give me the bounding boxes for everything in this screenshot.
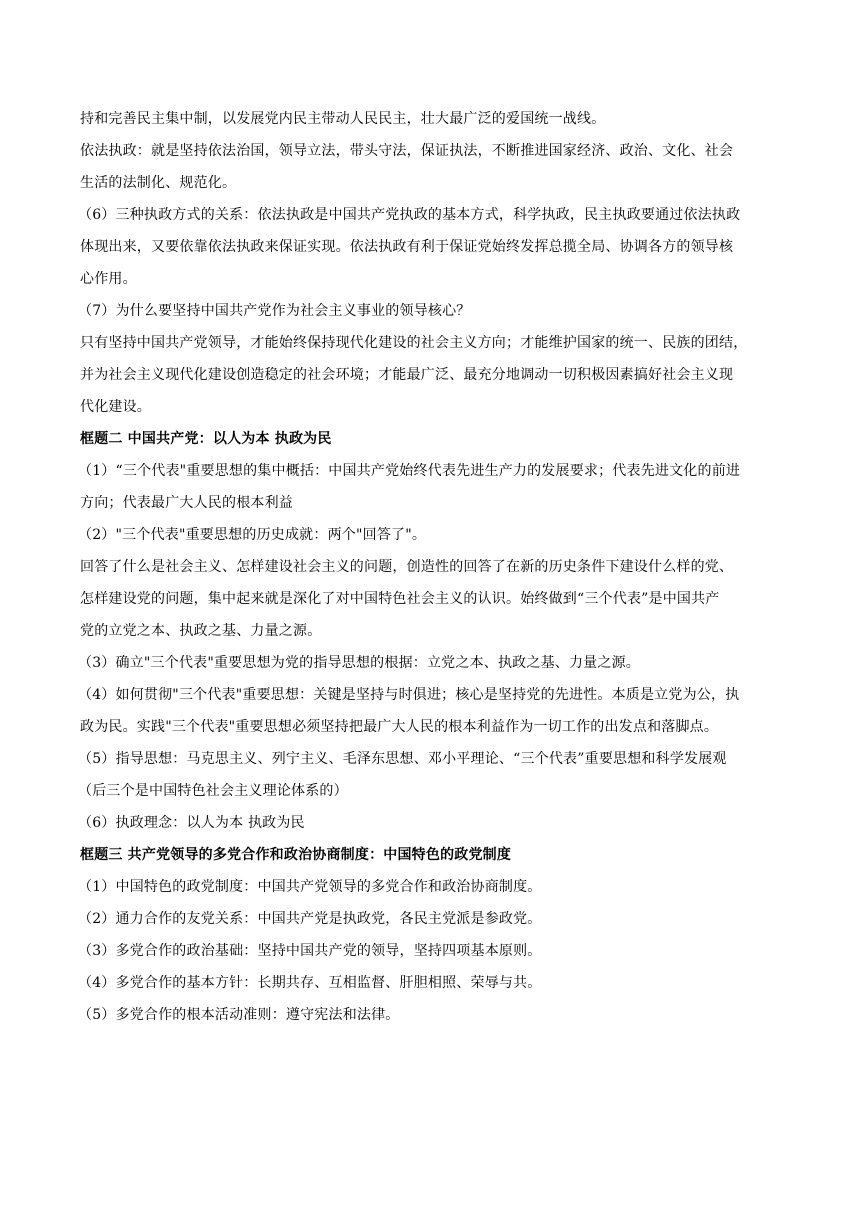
paragraph-line: 依法执政：就是坚持依法治国，领导立法，带头守法，保证执法，不断推进国家经济、政治、文化、社会 bbox=[80, 143, 734, 159]
paragraph-line: （5）多党合作的根本活动准则：遵守宪法和法律。 bbox=[78, 1007, 400, 1023]
paragraph-line: 并为社会主义现代化建设创造稳定的社会环境；才能最广泛、最充分地调动一切积极因素搞好社会主义现 bbox=[80, 367, 734, 383]
paragraph-line: 生活的法制化、规范化。 bbox=[80, 175, 237, 191]
paragraph-line: 方向；代表最广大人民的根本利益 bbox=[80, 495, 293, 511]
paragraph-line: 回答了什么是社会主义、怎样建设社会主义的问题，创造性的回答了在新的历史条件下建设什么样的党、 bbox=[80, 559, 734, 575]
paragraph-line: （2）通力合作的友党关系：中国共产党是执政党，各民主党派是参政党。 bbox=[78, 911, 542, 927]
paragraph-line: 只有坚持中国共产党领导，才能始终保持现代化建设的社会主义方向；才能维护国家的统一、民族的团结， bbox=[80, 335, 748, 351]
section-heading: 框题三 共产党领导的多党合作和政治协商制度：中国特色的政党制度 bbox=[80, 847, 512, 863]
paragraph-line: （1）“三个代表"重要思想的集中概括：中国共产党始终代表先进生产力的发展要求；代表先进文化的前进 bbox=[78, 463, 741, 479]
paragraph-line: （1）中国特色的政党制度：中国共产党领导的多党合作和政治协商制度。 bbox=[78, 879, 542, 895]
paragraph-line: 持和完善民主集中制，以发展党内民主带动人民民主，壮大最广泛的爱国统一战线。 bbox=[80, 111, 606, 127]
paragraph-line: 体现出来，又要依靠依法执政来保证实现。依法执政有利于保证党始终发挥总揽全局、协调各方的领导核 bbox=[80, 239, 734, 255]
paragraph-line: 代化建设。 bbox=[80, 399, 151, 415]
paragraph-line: 怎样建设党的问题，集中起来就是深化了对中国特色社会主义的认识。始终做到“三个代表”是中国共产 bbox=[80, 591, 720, 607]
paragraph-line: （后三个是中国特色社会主义理论体系的） bbox=[78, 783, 348, 799]
paragraph-line: （4）多党合作的基本方针：长期共存、互相监督、肝胆相照、荣辱与共。 bbox=[78, 975, 542, 991]
paragraph-line: （3）多党合作的政治基础：坚持中国共产党的领导，坚持四项基本原则。 bbox=[78, 943, 542, 959]
paragraph-line: 心作用。 bbox=[80, 271, 137, 287]
paragraph-line: （4）如何贯彻"三个代表"重要思想：关键是坚持与时俱进；核心是坚持党的先进性。本质是立党为公，执 bbox=[78, 687, 740, 703]
paragraph-line: 政为民。实践"三个代表"重要思想必须坚持把最广大人民的根本利益作为一切工作的出发点和落脚点。 bbox=[80, 719, 719, 735]
paragraph-line: （6）执政理念：以人为本 执政为民 bbox=[78, 815, 305, 831]
section-heading: 框题二 中国共产党：以人为本 执政为民 bbox=[80, 431, 332, 447]
document-body bbox=[80, 103, 790, 1031]
paragraph-line: 党的立党之本、执政之基、力量之源。 bbox=[80, 623, 322, 639]
paragraph-line: （5）指导思想：马克思主义、列宁主义、毛泽东思想、邓小平理论、“三个代表”重要思想和科学发展观 bbox=[78, 751, 727, 767]
paragraph-line: （6）三种执政方式的关系：依法执政是中国共产党执政的基本方式，科学执政，民主执政要通过依法执政 bbox=[78, 207, 741, 223]
paragraph-line: （2）"三个代表"重要思想的历史成就：两个"回答了"。 bbox=[78, 527, 427, 543]
paragraph-line: （3）确立"三个代表"重要思想为党的指导思想的根据：立党之本、执政之基、力量之源。 bbox=[78, 655, 640, 671]
paragraph-line: （7）为什么要坚持中国共产党作为社会主义事业的领导核心？ bbox=[78, 303, 471, 319]
